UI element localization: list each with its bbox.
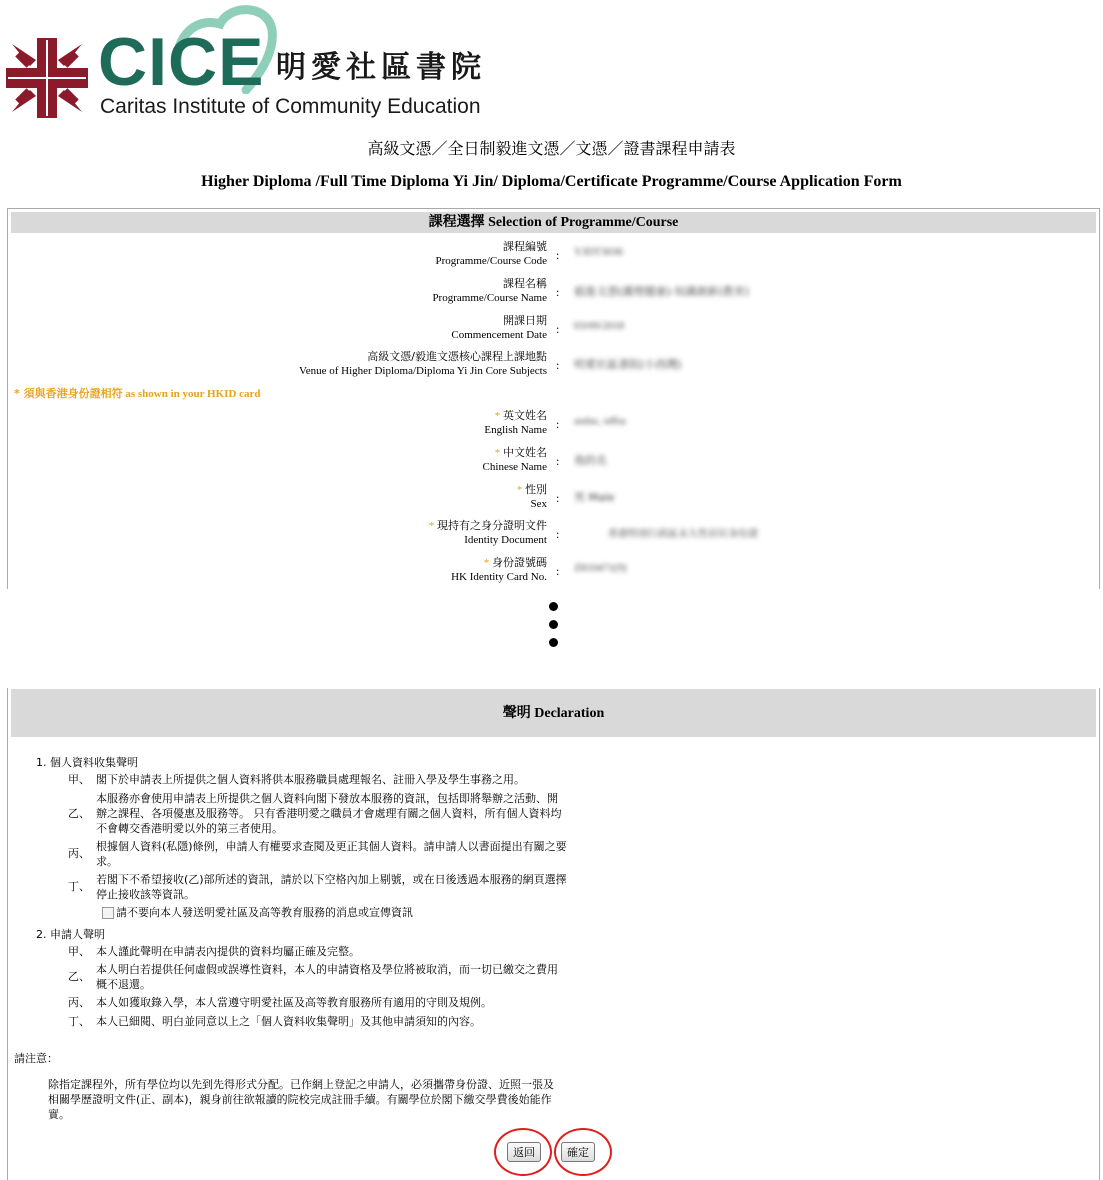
- field-label-zh: 身份證號碼: [492, 556, 547, 569]
- ellipsis-dot: [549, 638, 558, 647]
- field-label-en: Commencement Date: [451, 329, 547, 341]
- field-label-zh: 性別: [525, 483, 547, 496]
- field-label-en: HK Identity Card No.: [451, 571, 547, 583]
- english-name-value: asdas, sdfsa: [574, 415, 626, 427]
- confirm-button-highlight: [554, 1128, 612, 1176]
- section-privacy-title: 1. 個人資料收集聲明: [36, 756, 138, 769]
- field-hkid-number: [8, 556, 1099, 592]
- field-label-en: Venue of Higher Diploma/Diploma Yi Jin Core Subjects: [299, 365, 547, 377]
- selection-header-zh: 課程選擇: [428, 214, 485, 230]
- back-button[interactable]: 返回: [507, 1142, 541, 1162]
- item-marker: 丁、: [68, 880, 90, 893]
- field-venue: [8, 350, 1099, 386]
- back-button-highlight: [494, 1128, 552, 1176]
- field-colon: :: [556, 564, 560, 578]
- field-english-name: [8, 409, 1099, 445]
- item-marker: 甲、: [68, 773, 90, 786]
- field-label-zh: 高級文憑/毅進文憑核心課程上課地點: [367, 350, 547, 363]
- field-label-en: Sex: [530, 498, 547, 510]
- selection-header: [11, 212, 1096, 233]
- item-text: 根據個人資料(私隱)條例，申請人有權要求查閱及更正其個人資料。請申請人以書面提出有關之要求。: [96, 840, 567, 868]
- field-label-en: Programme/Course Code: [435, 255, 547, 267]
- declaration-header: [11, 689, 1096, 737]
- item-marker: 丁、: [68, 1015, 90, 1028]
- declaration-panel: [7, 688, 1100, 1180]
- field-commencement-date: [8, 314, 1099, 350]
- required-mark: *: [516, 484, 523, 496]
- item-text: 閣下於申請表上所提供之個人資料將供本服務職員處理報名、註冊入學及學生事務之用。: [96, 773, 525, 786]
- hkid-note: [14, 385, 261, 401]
- caritas-cross-icon: [6, 38, 88, 118]
- field-label-zh: 英文姓名: [503, 409, 547, 422]
- required-mark: *: [428, 520, 435, 532]
- logo-chinese-name: 明愛社區書院: [276, 50, 486, 85]
- field-colon: :: [556, 417, 560, 431]
- optout-label: 請不要向本人發送明愛社區及高等教育服務的消息或宣傳資訊: [116, 906, 413, 919]
- venue-value: 明愛社區書院(小西灣): [574, 358, 682, 371]
- field-label-en: Identity Document: [464, 534, 547, 546]
- course-code-value: YJDT3036: [574, 246, 623, 258]
- identity-document-value: 香港特別行政區永久性居民身份證: [608, 529, 758, 540]
- field-sex: [8, 483, 1099, 519]
- field-label-en: Chinese Name: [482, 461, 547, 473]
- required-mark: *: [483, 557, 490, 569]
- notice-title: 請注意：: [14, 1052, 58, 1065]
- chinese-name-value: 我的名: [574, 454, 607, 467]
- field-label-zh: 中文姓名: [503, 446, 547, 459]
- field-course-name: [8, 277, 1099, 313]
- logo-cice-text: CICE: [98, 24, 265, 100]
- field-colon: :: [556, 322, 560, 336]
- required-mark: *: [494, 410, 501, 422]
- field-label-en: English Name: [484, 424, 547, 436]
- confirm-button[interactable]: 確定: [561, 1142, 595, 1162]
- item-text: 本人如獲取錄入學，本人當遵守明愛社區及高等教育服務所有適用的守則及規例。: [96, 996, 492, 1009]
- ellipsis-dot: [549, 620, 558, 629]
- field-colon: :: [556, 358, 560, 372]
- item-text: 本服務亦會使用申請表上所提供之個人資料向閣下發放本服務的資訊，包括即將舉辦之活動、開辦之課程、各項優惠及服務等。 只有香港明愛之職員才會處理有關之個人資料，所有個人資料均不會轉交香港明愛以外的第三者使用。: [96, 792, 562, 835]
- hkid-note-zh: * 須與香港身份證相符: [14, 387, 123, 400]
- item-marker: 丙、: [68, 847, 90, 860]
- item-marker: 乙、: [68, 970, 90, 983]
- field-label-zh: 現持有之身分證明文件: [437, 519, 547, 532]
- optout-checkbox[interactable]: [102, 907, 114, 919]
- declaration-header-zh: 聲明: [502, 705, 531, 721]
- field-label-zh: 課程編號: [503, 240, 547, 253]
- selection-panel: [7, 208, 1100, 589]
- cice-logo: [0, 0, 500, 125]
- field-colon: :: [556, 285, 560, 299]
- field-chinese-name: [8, 446, 1099, 482]
- item-marker: 乙、: [68, 807, 90, 820]
- field-colon: :: [556, 248, 560, 262]
- field-colon: :: [556, 454, 560, 468]
- field-identity-document: [8, 519, 1099, 555]
- logo-english-name: Caritas Institute of Community Education: [100, 95, 481, 118]
- item-marker: 甲、: [68, 945, 90, 958]
- field-colon: :: [556, 491, 560, 505]
- course-name-value: 毅進文憑(護理健康)-知識創新(教育): [574, 285, 750, 298]
- item-text: 本人謹此聲明在申請表內提供的資料均屬正確及完整。: [96, 945, 360, 958]
- field-colon: :: [556, 527, 560, 541]
- item-text: 本人明白若提供任何虛假或誤導性資料，本人的申請資格及學位將被取消，而一切已繳交之費用概不退還。: [96, 963, 558, 991]
- field-course-code: [8, 240, 1099, 276]
- item-text: 若閣下不希望接收(乙)部所述的資訊，請於以下空格內加上剔號，或在日後透過本服務的網頁選擇停止接收該等資訊。: [96, 873, 567, 901]
- selection-header-en: Selection of Programme/Course: [488, 215, 679, 230]
- field-label-zh: 開課日期: [503, 314, 547, 327]
- item-marker: 丙、: [68, 996, 90, 1009]
- ellipsis-dot: [549, 602, 558, 611]
- section-applicant-title: 2. 申請人聲明: [36, 928, 105, 941]
- notice-text: 除指定課程外，所有學位均以先到先得形式分配。已作網上登記之申請人，必須攜帶身份證、近照一張及相關學歷證明文件(正、副本)，親身前往欲報讀的院校完成註冊手續。有關學位於閣下繳交學費後始能作實。: [48, 1078, 554, 1121]
- declaration-header-en: Declaration: [534, 706, 605, 721]
- field-label-en: Programme/Course Name: [432, 292, 547, 304]
- item-text: 本人已細閱、明白並同意以上之「個人資料收集聲明」及其他申請須知的內容。: [96, 1015, 481, 1028]
- form-title-chinese: 高級文憑／全日制毅進文憑／文憑／證書課程申請表: [367, 139, 736, 158]
- required-mark: *: [494, 447, 501, 459]
- field-label-zh: 課程名稱: [503, 277, 547, 290]
- commencement-date-value: 03/09/2018: [574, 320, 625, 332]
- hkid-note-en: as shown in your HKID card: [125, 388, 261, 400]
- hkid-number-value: Z810471(9): [574, 562, 627, 574]
- form-title-english: Higher Diploma /Full Time Diploma Yi Jin/ Diploma/Certificate Programme/Course Application Form: [201, 173, 902, 190]
- sex-value: 男 Male: [574, 491, 615, 504]
